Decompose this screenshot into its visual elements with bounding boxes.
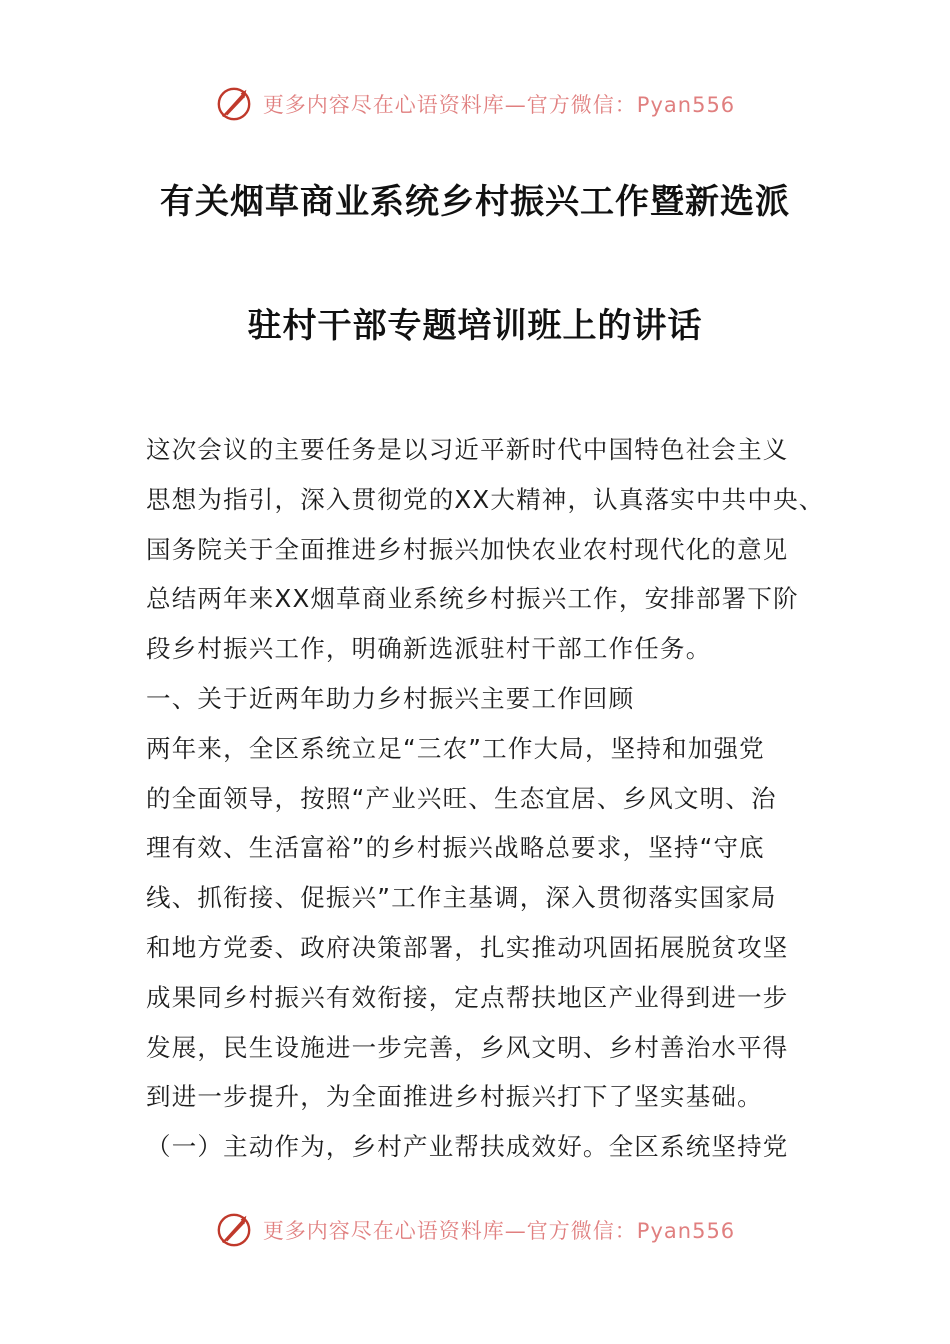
body-line: 发展，民生设施进一步完善，乡风文明、乡村善治水平得 xyxy=(146,1032,789,1062)
body-line: 理有效、生活富裕”的乡村振兴战略总要求，坚持“守底 xyxy=(146,833,765,863)
body-line: 线、抓衔接、促振兴”工作主基调，深入贯彻落实国家局 xyxy=(146,883,777,913)
document-title-line-1: 有关烟草商业系统乡村振兴工作暨新选派 xyxy=(160,182,790,222)
watermark-text: 更多内容尽在心语资料库—官方微信：Pyan556 xyxy=(262,93,736,117)
section-heading: 一、关于近两年助力乡村振兴主要工作回顾 xyxy=(146,683,635,713)
quill-logo-icon xyxy=(215,85,253,123)
watermark-text: 更多内容尽在心语资料库—官方微信：Pyan556 xyxy=(262,1219,736,1243)
document-title-line-2: 驻村干部专题培训班上的讲话 xyxy=(247,306,703,346)
document-body xyxy=(146,425,826,1172)
quill-logo-icon xyxy=(215,1211,253,1249)
watermark-banner-top xyxy=(0,84,950,124)
body-line: 总结两年来XX烟草商业系统乡村振兴工作，安排部署下阶 xyxy=(146,584,799,614)
watermark-banner-bottom xyxy=(0,1210,950,1250)
body-line: 国务院关于全面推进乡村振兴加快农业农村现代化的意见 xyxy=(146,534,789,564)
body-line: 这次会议的主要任务是以习近平新时代中国特色社会主义 xyxy=(146,435,789,464)
body-line: 到进一步提升，为全面推进乡村振兴打下了坚实基础。 xyxy=(146,1082,763,1112)
body-line: 段乡村振兴工作，明确新选派驻村干部工作任务。 xyxy=(146,634,712,664)
body-line: 思想为指引，深入贯彻党的XX大精神，认真落实中共中央、 xyxy=(146,484,825,514)
body-line: 的全面领导，按照“产业兴旺、生态宜居、乡风文明、治 xyxy=(146,783,777,813)
body-line: （一）主动作为，乡村产业帮扶成效好。全区系统坚持党 xyxy=(146,1132,789,1162)
body-line: 和地方党委、政府决策部署，扎实推动巩固拓展脱贫攻坚 xyxy=(146,932,789,962)
body-line: 成果同乡村振兴有效衔接，定点帮扶地区产业得到进一步 xyxy=(146,982,789,1012)
body-line: 两年来，全区系统立足“三农”工作大局，坚持和加强党 xyxy=(146,733,765,763)
